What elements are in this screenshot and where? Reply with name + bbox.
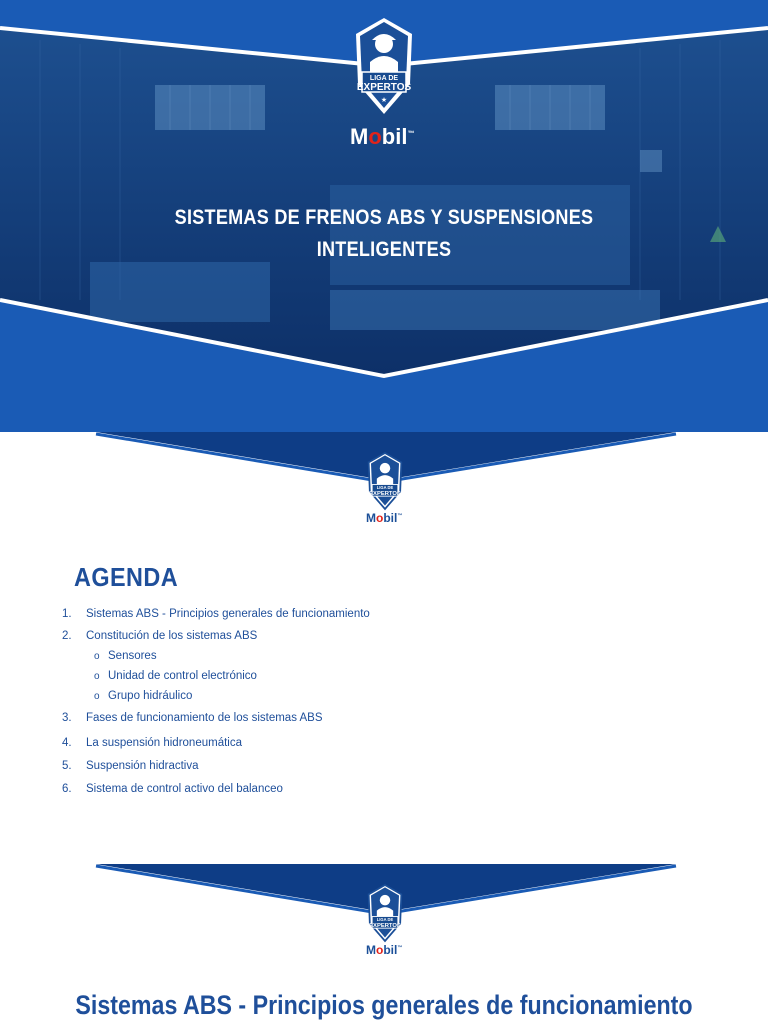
section-title: Sistemas ABS - Principios generales de funcionamiento [75, 990, 693, 1020]
agenda-subitem-sensores: o Sensores [94, 650, 157, 662]
agenda-item-4: 4. La suspensión hidroneumática [62, 737, 242, 749]
agenda-item-1: 1. Sistemas ABS - Principios generales de funcionamiento [62, 608, 370, 620]
agenda-item-3: 3. Fases de funcionamiento de los sistemas ABS [62, 712, 323, 724]
title-slide [0, 0, 768, 432]
slide-title-line2: INTELIGENTES [316, 238, 452, 261]
badge-line2: EXPERTOS [356, 82, 412, 93]
agenda-item-6: 6. Sistema de control activo del balanceo [62, 783, 283, 795]
slide-title-line1: SISTEMAS DE FRENOS ABS Y SUSPENSIONES [174, 206, 594, 229]
liga-de-expertos-badge [364, 882, 406, 944]
agenda-heading: AGENDA [74, 562, 179, 592]
mobil-logo: Mobil™ [366, 943, 403, 957]
liga-de-expertos-badge [348, 14, 420, 118]
mobil-logo: Mobil™ [366, 511, 403, 525]
mobil-logo: Mobil™ [350, 124, 415, 149]
liga-de-expertos-badge [364, 450, 406, 512]
content-slide [0, 864, 768, 1024]
agenda-item-5: 5. Suspensión hidractiva [62, 760, 199, 772]
badge-line2: EXPERTOS [369, 923, 401, 929]
slide-title [54, 202, 714, 266]
agenda-item-2: 2. Constitución de los sistemas ABS [62, 630, 258, 642]
agenda-subitem-unidad: o Unidad de control electrónico [94, 670, 257, 682]
badge-line1: LIGA DE [376, 485, 394, 491]
agenda-slide [0, 432, 768, 864]
badge-line1: LIGA DE [369, 75, 399, 82]
badge-line2: EXPERTOS [369, 491, 401, 497]
badge-line1: LIGA DE [376, 917, 394, 923]
star-icon: ★ [380, 97, 388, 104]
agenda-subitem-grupo: o Grupo hidráulico [94, 690, 193, 702]
